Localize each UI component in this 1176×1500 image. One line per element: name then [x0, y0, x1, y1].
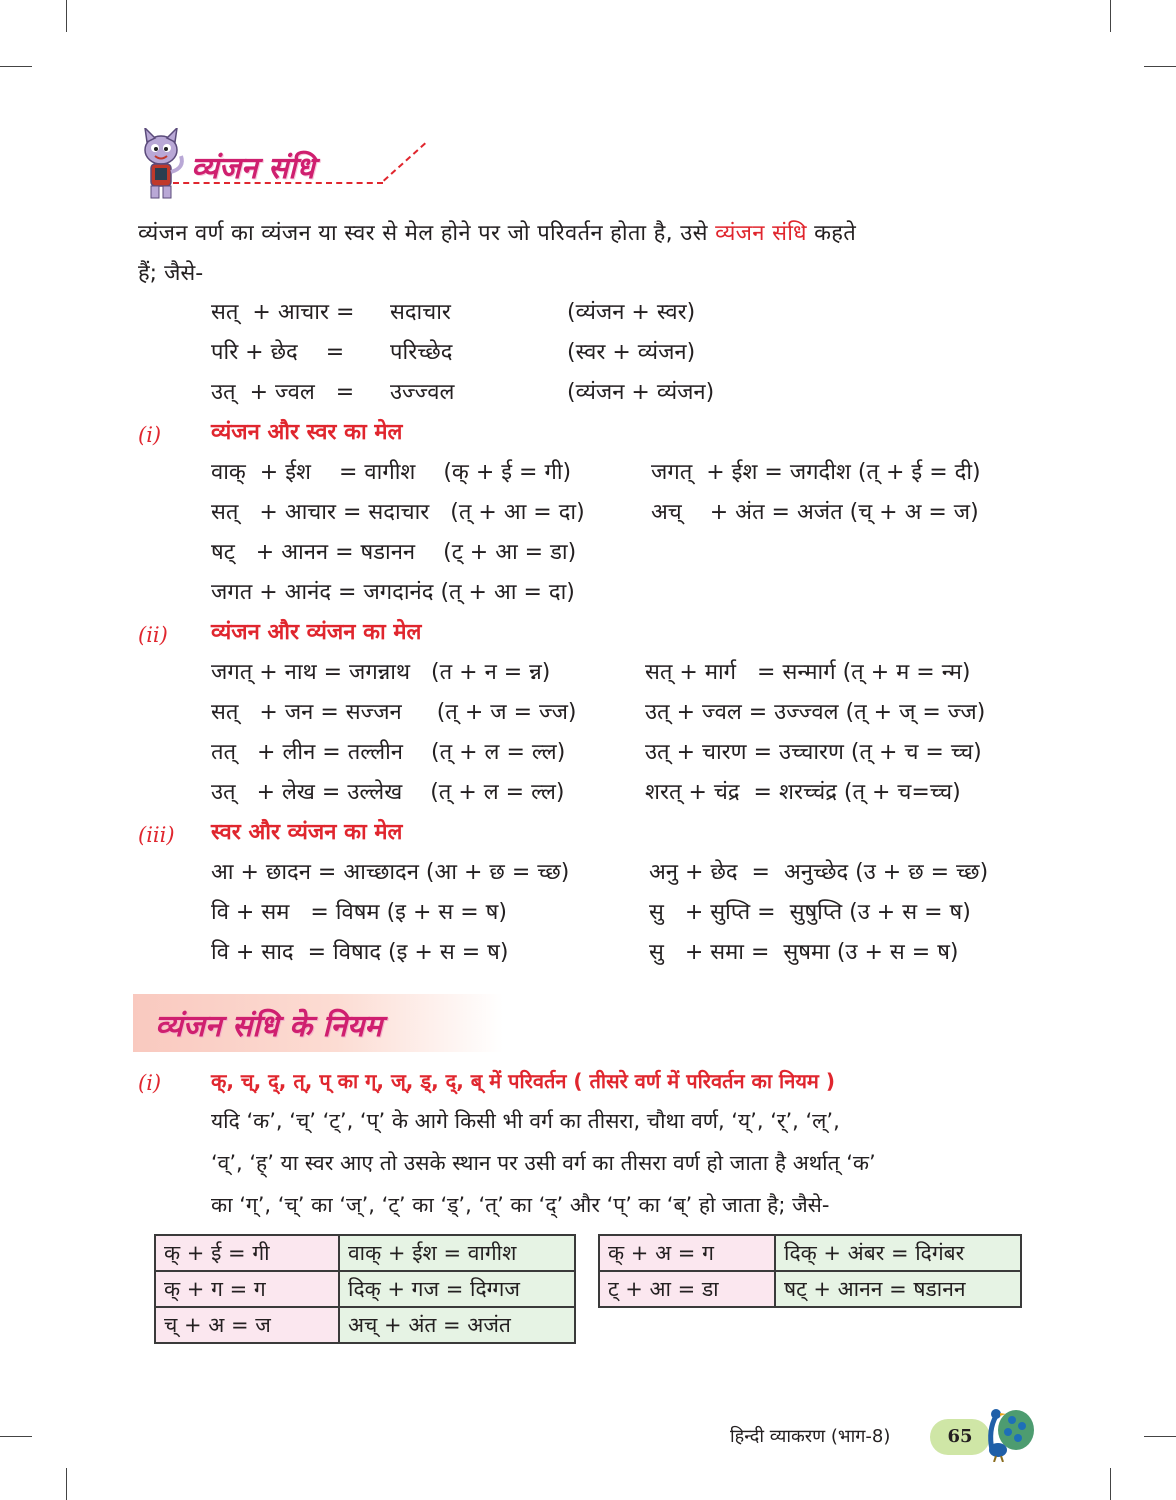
section-title: स्वर और व्यंजन का मेल	[211, 820, 403, 845]
crop-mark	[1144, 1436, 1176, 1437]
table-row	[599, 1235, 1021, 1271]
table-cell: अच् + अंत = अजंत	[339, 1307, 575, 1343]
intro-highlight: व्यंजन संधि	[715, 221, 807, 246]
rule-row: जगत् + नाथ = जगन्नाथ (त + न = न्न)	[211, 660, 551, 685]
rule-text-line: का ‘ग्’, ‘च्’ का ‘ज्’, ‘ट्’ का ‘ड्’, ‘त्’ का ‘द्’ और ‘प्’ का ‘ब्’ हो जाता है; जैसे-	[211, 1193, 830, 1217]
rule-row: तत् + लीन = तल्लीन (त् + ल = ल्ल)	[211, 740, 566, 765]
rule-row: षट् + आनन = षडानन (ट् + आ = डा)	[211, 540, 577, 565]
example-result: सदाचार	[390, 300, 451, 325]
rule-number: (i)	[138, 1071, 162, 1095]
table-cell: ट् + आ = डा	[599, 1271, 775, 1307]
rule-row: सु + समा = सुषमा (उ + स = ष)	[649, 940, 959, 965]
rules-banner	[133, 994, 503, 1052]
example-result: उज्ज्वल	[390, 380, 455, 405]
crop-mark	[1144, 66, 1176, 67]
heading-underline	[173, 182, 383, 184]
rule-title: क्, च्, द्, त्, प् का ग्, ज्, ड्, द्, ब् में परिवर्तन ( तीसरे वर्ण में परिवर्तन का नियम )	[211, 1069, 835, 1093]
table-cell: क् + अ = ग	[599, 1235, 775, 1271]
crop-mark	[1110, 1468, 1111, 1500]
table-cell: च् + अ = ज	[155, 1307, 339, 1343]
table-cell: वाक् + ईश = वागीश	[339, 1235, 575, 1271]
crop-mark	[1110, 0, 1111, 32]
example-result: परिच्छेद	[390, 340, 453, 365]
rule-row: उत् + चारण = उच्चारण (त् + च = च्च)	[645, 740, 982, 765]
rule-row: सत् + मार्ग = सन्मार्ग (त् + म = न्म)	[645, 660, 971, 685]
rule-row: सत् + जन = सज्जन (त् + ज = ज्ज)	[211, 700, 577, 725]
table-cell: क् + ई = गी	[155, 1235, 339, 1271]
example-left: सत् + आचार =	[211, 300, 355, 325]
table-row	[155, 1307, 575, 1343]
table-cell: दिक् + गज = दिग्गज	[339, 1271, 575, 1307]
footer-book-title: हिन्दी व्याकरण (भाग-8)	[730, 1426, 891, 1447]
rule-row: अनु + छेद = अनुच्छेद (उ + छ = च्छ)	[649, 860, 989, 885]
table-row	[155, 1235, 575, 1271]
example-table-left	[154, 1234, 576, 1344]
table-row	[155, 1271, 575, 1307]
example-left: परि + छेद =	[211, 340, 345, 365]
intro-text: व्यंजन वर्ण का व्यंजन या स्वर से मेल होने पर जो परिवर्तन होता है, उसे	[138, 221, 708, 246]
example-left: उत् + ज्वल =	[211, 380, 355, 405]
table-cell: क् + ग = ग	[155, 1271, 339, 1307]
section-number: (i)	[138, 423, 162, 447]
rule-row: आ + छादन = आच्छादन (आ + छ = च्छ)	[211, 860, 570, 885]
rule-row: जगत + आनंद = जगदानंद (त् + आ = दा)	[211, 580, 575, 605]
example-type: (व्यंजन + व्यंजन)	[567, 380, 715, 405]
section-heading	[133, 128, 413, 200]
heading-underline-diagonal	[383, 143, 426, 182]
example-type: (व्यंजन + स्वर)	[567, 300, 696, 325]
section-title: व्यंजन और स्वर का मेल	[211, 420, 403, 445]
section-title: व्यंजन और व्यंजन का मेल	[211, 620, 422, 645]
rule-row: उत् + लेख = उल्लेख (त् + ल = ल्ल)	[211, 780, 565, 805]
example-table-right	[598, 1234, 1022, 1308]
rule-text-line: ‘व्’, ‘ह्’ या स्वर आए तो उसके स्थान पर उसी वर्ग का तीसरा वर्ण हो जाता है अर्थात् ‘क’	[211, 1151, 876, 1175]
section-number: (ii)	[138, 623, 168, 647]
intro-text-end: कहते	[814, 221, 857, 246]
table-cell: षट् + आनन = षडानन	[775, 1271, 1021, 1307]
crop-mark	[0, 66, 32, 67]
rule-row: सत् + आचार = सदाचार (त् + आ = दा)	[211, 500, 585, 525]
crop-mark	[66, 1468, 67, 1500]
rule-row: सु + सुप्ति = सुषुप्ति (उ + स = ष)	[649, 900, 971, 925]
rule-row: अच् + अंत = अजंत (च् + अ = ज)	[651, 500, 979, 525]
rule-text-line: यदि ‘क’, ‘च्’ ‘ट्’, ‘प्’ के आगे किसी भी वर्ग का तीसरा, चौथा वर्ण, ‘य्’, ‘र्’, ‘ल्’,	[211, 1109, 840, 1133]
crop-mark	[66, 0, 67, 32]
peacock-icon	[978, 1400, 1036, 1462]
crop-mark	[0, 1436, 32, 1437]
heading-title: व्यंजन संधि	[191, 151, 315, 186]
rule-row: जगत् + ईश = जगदीश (त् + ई = दी)	[651, 460, 981, 485]
rule-row: वि + साद = विषाद (इ + स = ष)	[211, 940, 509, 965]
rule-row: वि + सम = विषम (इ + स = ष)	[211, 900, 507, 925]
cat-mascot-icon	[133, 128, 189, 200]
rules-heading: व्यंजन संधि के नियम	[155, 1009, 383, 1044]
table-row	[599, 1271, 1021, 1307]
example-type: (स्वर + व्यंजन)	[567, 340, 696, 365]
page-number: 65	[930, 1419, 990, 1455]
rule-row: उत् + ज्वल = उज्ज्वल (त् + ज् = ज्ज)	[645, 700, 986, 725]
intro-line-1	[138, 219, 1038, 249]
intro-line-2: हैं; जैसे-	[138, 261, 204, 286]
rule-row: शरत् + चंद्र = शरच्चंद्र (त् + च=च्च)	[645, 780, 961, 805]
table-cell: दिक् + अंबर = दिगंबर	[775, 1235, 1021, 1271]
rule-row: वाक् + ईश = वागीश (क् + ई = गी)	[211, 460, 572, 485]
section-number: (iii)	[138, 823, 175, 847]
